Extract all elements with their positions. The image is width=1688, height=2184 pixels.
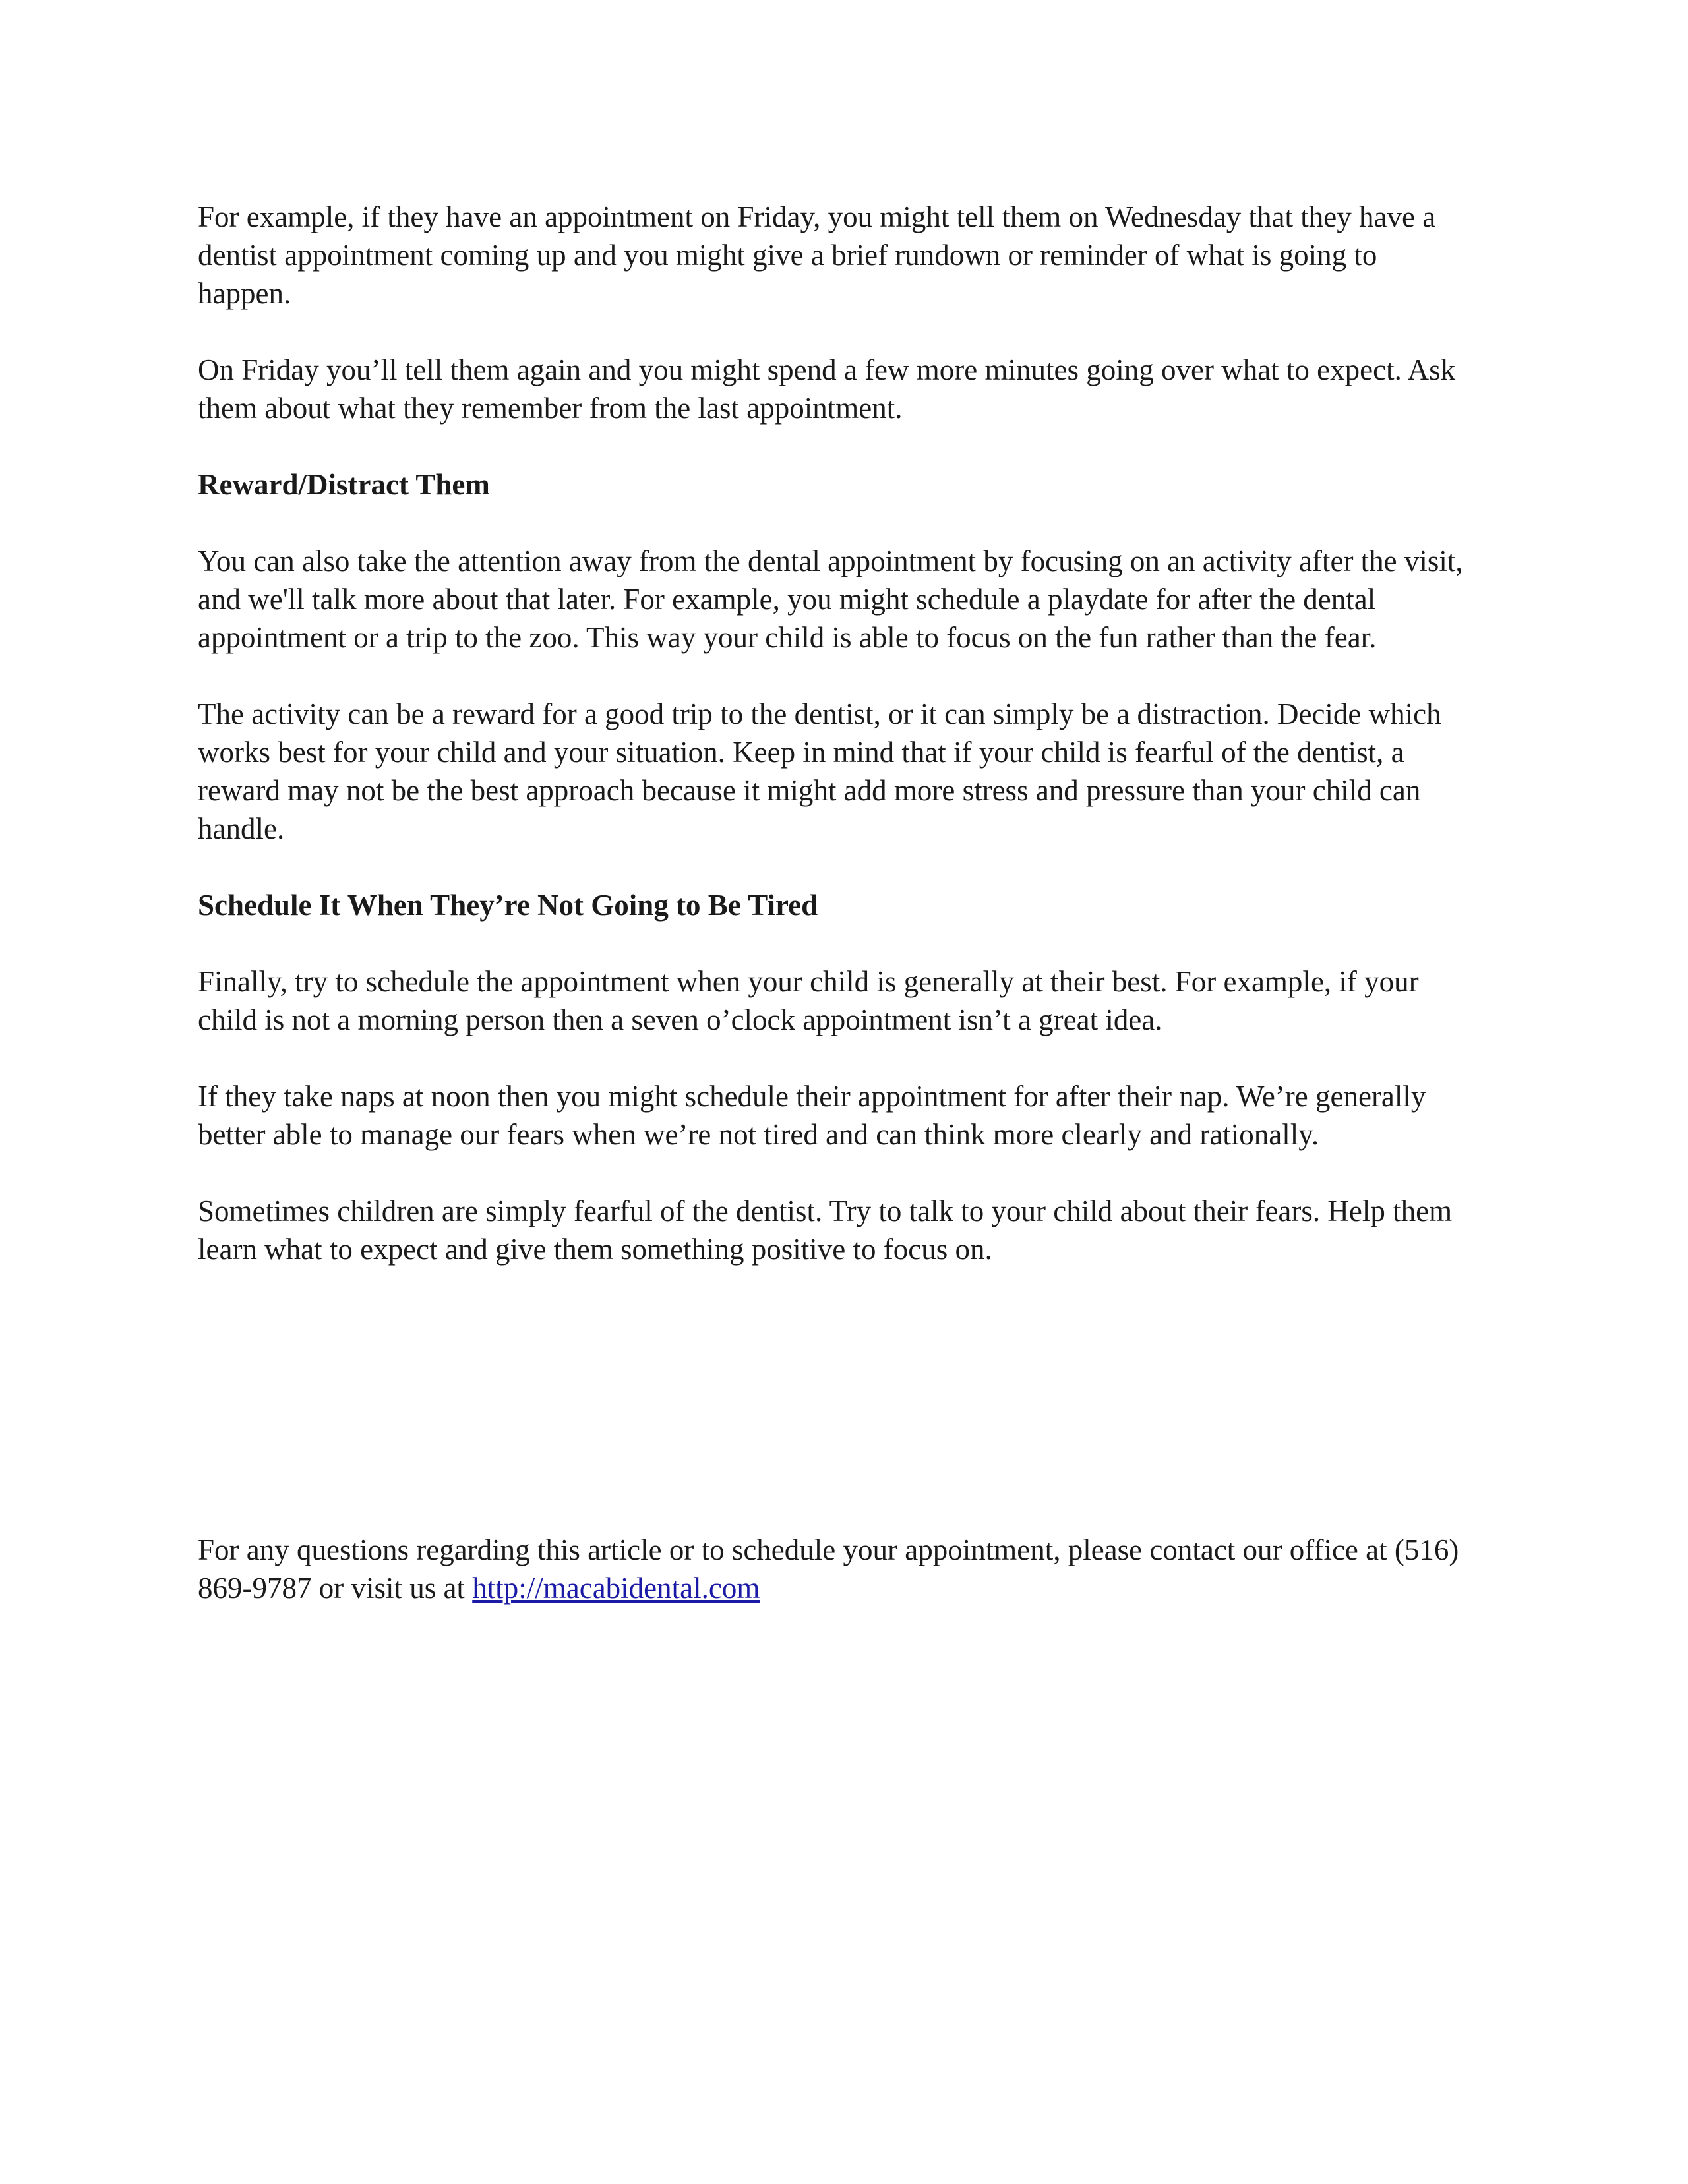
- website-link[interactable]: http://macabidental.com: [472, 1572, 760, 1605]
- contact-text: For any questions regarding this article or to schedule your appointment, please contact our office at (516) 869-9787 or visit us at: [198, 1533, 1459, 1605]
- paragraph-best-time: Finally, try to schedule the appointment when your child is generally at their best. For example, if your child is not a morning person then a seven o’clock appointment isn’t a great idea.: [198, 965, 1419, 1036]
- paragraph-advance-notice: For example, if they have an appointment on Friday, you might tell them on Wednesday that they have a dentist appointment coming up and you might give a brief rundown or reminder of what is going to happen.: [198, 200, 1436, 310]
- heading-reward-distract: Reward/Distract Them: [198, 468, 490, 501]
- heading-schedule-not-tired: Schedule It When They’re Not Going to Be Tired: [198, 889, 818, 922]
- paragraph-reward-or-distraction: The activity can be a reward for a good trip to the dentist, or it can simply be a distraction. Decide which works best for your child and your situation. Keep in mind that if your child is fearful of the dentist, a reward may not be the best approach because it might add more stress and pressure than your child can handle.: [198, 697, 1441, 845]
- paragraph-fears: Sometimes children are simply fearful of the dentist. Try to talk to your child about their fears. Help them learn what to expect and give them something positive to focus on.: [198, 1195, 1453, 1266]
- paragraph-naps: If they take naps at noon then you might schedule their appointment for after their nap. We’re generally better able to manage our fears when we’re not tired and can think more clearly and rationally.: [198, 1080, 1426, 1151]
- paragraph-activity-focus: You can also take the attention away from the dental appointment by focusing on an activity after the visit, and we'll talk more about that later. For example, you might schedule a playdate for after the dental appointment or a trip to the zoo. This way your child is able to focus on the fun rather than the fear.: [198, 545, 1463, 654]
- paragraph-friday-reminder: On Friday you’ll tell them again and you might spend a few more minutes going over what to expect. Ask them about what they remember from the last appointment.: [198, 353, 1456, 425]
- document-body: [198, 198, 1470, 1307]
- contact-footer: [198, 1531, 1470, 1607]
- contact-paragraph: [198, 1531, 1470, 1607]
